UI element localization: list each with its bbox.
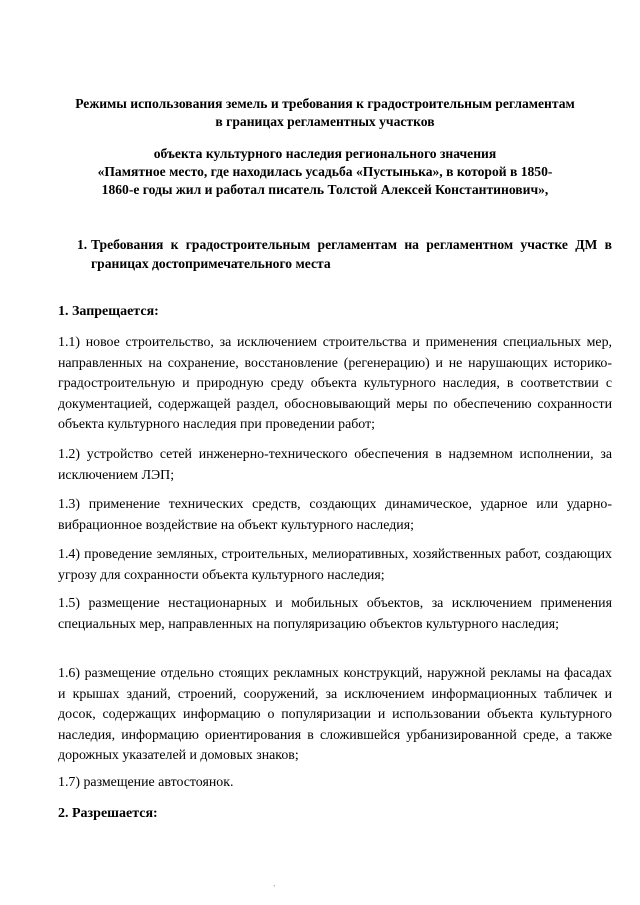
prohibited-item-1-7: 1.7) размещение автостоянок. [58, 775, 234, 790]
subtitle-line: объекта культурного наследия регионального значения [153, 146, 497, 161]
allowed-heading: 2. Разрешается: [58, 806, 158, 821]
prohibited-item-1-2: 1.2) устройство сетей инженерно-технического обеспечения в надземном исполнении, за исключением ЛЭП; [58, 447, 612, 483]
subtitle-line: «Памятное место, где находилась усадьба «Пустынька», в которой в 1850- [97, 164, 553, 179]
prohibited-item-1-6: 1.6) размещение отдельно стоящих рекламных конструкций, наружной рекламы на фасадах и крышах зданий, строений, сооружений, за исключением информационных табличек и досок, содержащих информацию о популяризации и использовании объекта культурного наследия, информацию ориентирования в сложившейся урбанизированной среде, а также дорожных указателей и домовых знаков; [58, 666, 612, 763]
subtitle-line: 1860-е годы жил и работал писатель Толстой Алексей Константинович», [101, 182, 549, 197]
document-subtitle [40, 145, 610, 199]
document-title [40, 95, 610, 131]
title-line: Режимы использования земель и требования к градостроительным регламентам [75, 96, 575, 111]
prohibited-heading: 1. Запрещается: [58, 304, 159, 319]
section-number: 1. [77, 237, 88, 252]
page-mark: ` [273, 884, 276, 893]
prohibited-item-1-4: 1.4) проведение земляных, строительных, мелиоративных, хозяйственных работ, создающих угрозу для сохранности объекта культурного наследия; [58, 547, 612, 583]
prohibited-item-1-1: 1.1) новое строительство, за исключением строительства и применения специальных мер, направленных на сохранение, восстановление (регенерацию) и не нарушающих историко-градостроительную и природную среду объекта культурного наследия, в соответствии с документацией, содержащей раздел, обосновывающий меры по обеспечению сохранности объекта культурного наследия при проведении работ; [58, 335, 612, 432]
prohibited-item-1-5: 1.5) размещение нестационарных и мобильных объектов, за исключением применения специальных мер, направленных на популяризацию объектов культурного наследия; [58, 596, 612, 632]
title-line: в границах регламентных участков [215, 114, 435, 129]
prohibited-item-1-3: 1.3) применение технических средств, создающих динамическое, ударное или ударно-вибрационное воздействие на объект культурного наследия; [58, 497, 612, 533]
section-heading [60, 235, 612, 273]
section-title: Требования к градостроительным регламентам на регламентном участке ДМ в границах достопримечательного места [91, 237, 612, 271]
